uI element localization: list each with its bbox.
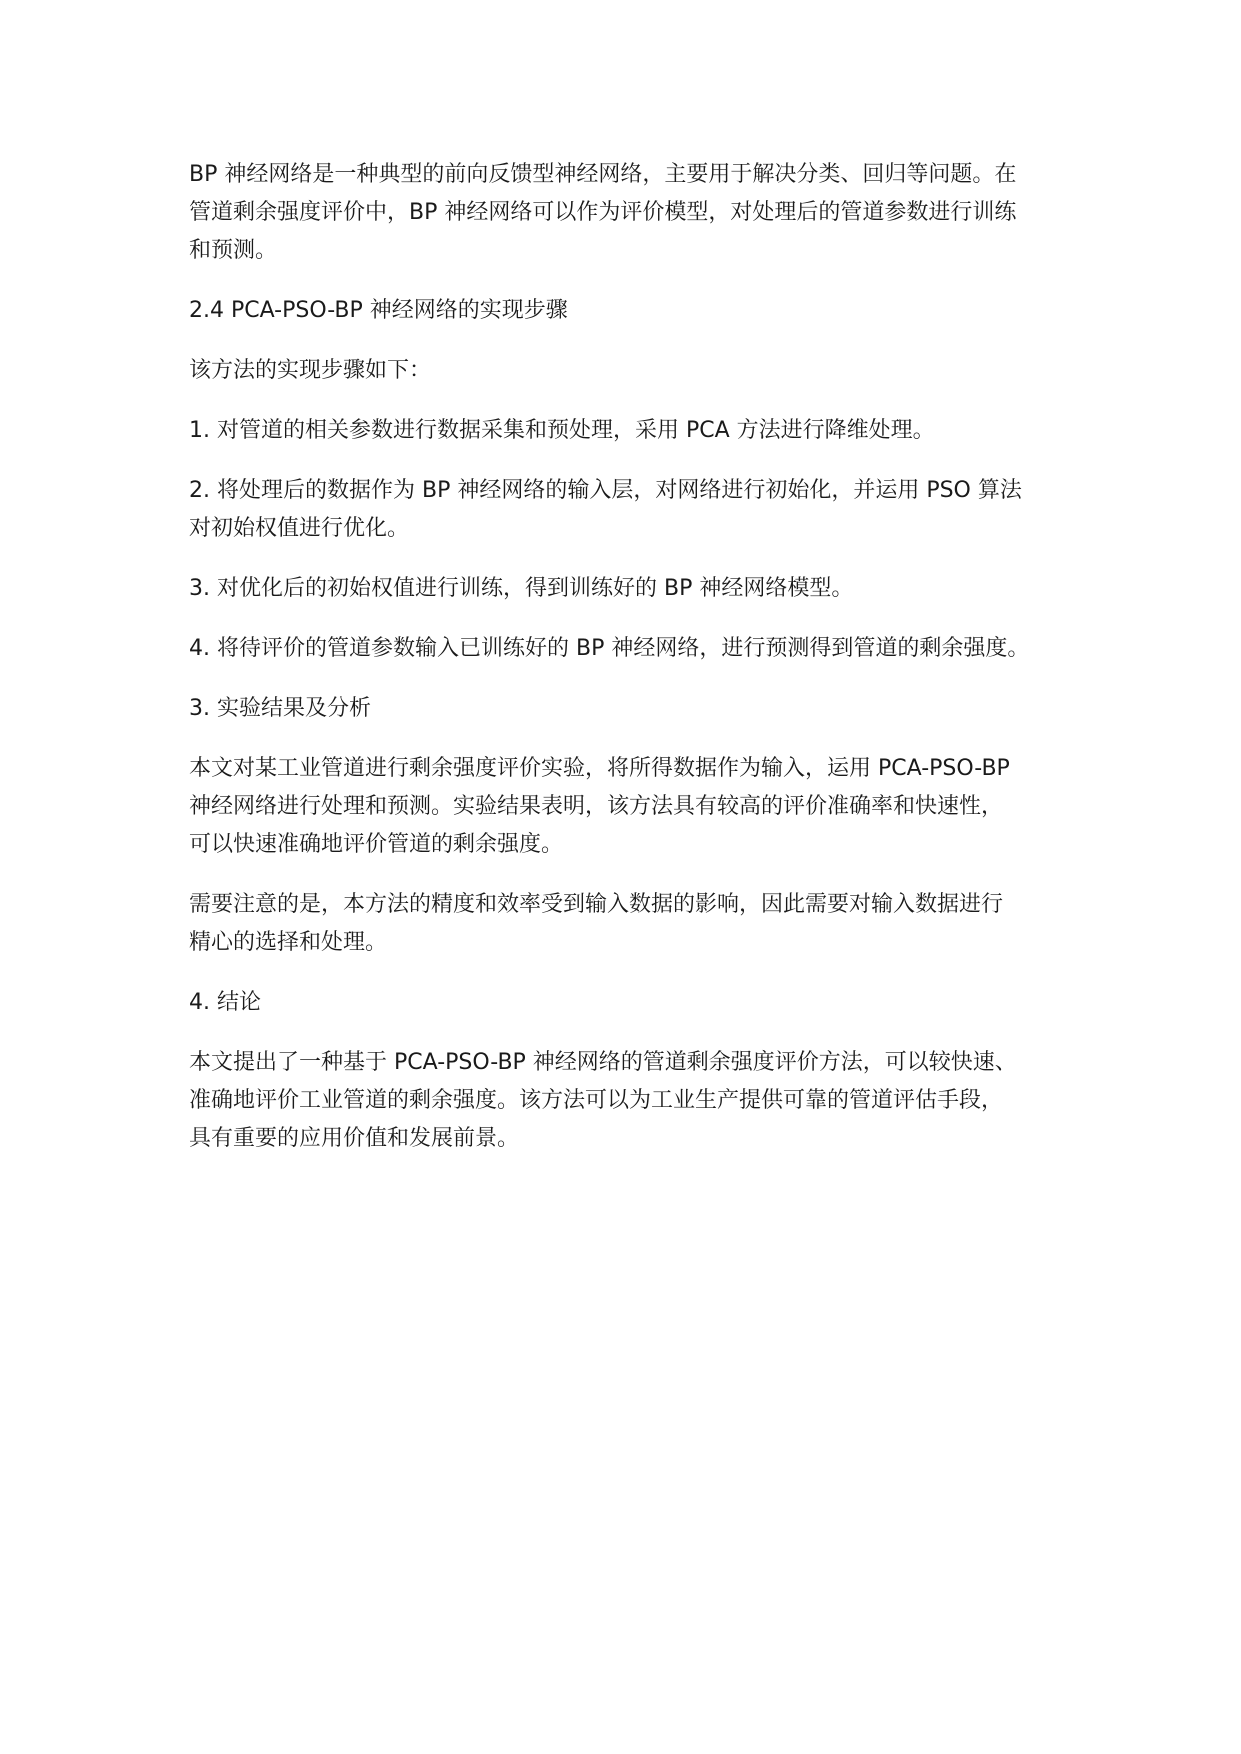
text-line: 3. 对优化后的初始权值进行训练，得到训练好的 BP 神经网络模型。	[189, 576, 854, 601]
text-line: 需要注意的是，本方法的精度和效率受到输入数据的影响，因此需要对输入数据进行	[189, 892, 1004, 917]
text-line: 4. 将待评价的管道参数输入已训练好的 BP 神经网络，进行预测得到管道的剩余强度。	[189, 636, 1030, 661]
section-heading-3	[189, 690, 1089, 728]
paragraph-results	[189, 750, 1089, 864]
text-line: 可以快速准确地评价管道的剩余强度。	[189, 832, 564, 857]
text-line: 该方法的实现步骤如下：	[189, 358, 432, 383]
document-body	[189, 156, 1089, 1180]
text-line: 准确地评价工业管道的剩余强度。该方法可以为工业生产提供可靠的管道评估手段，	[189, 1088, 1004, 1113]
paragraph-note	[189, 886, 1089, 962]
text-line: 2. 将处理后的数据作为 BP 神经网络的输入层，对网络进行初始化，并运用 PSO 算法	[189, 478, 1022, 503]
text-line: 对初始权值进行优化。	[189, 516, 410, 541]
text-line: 具有重要的应用价值和发展前景。	[189, 1126, 520, 1151]
section-heading-4	[189, 984, 1089, 1022]
text-line: 和预测。	[189, 238, 278, 263]
text-line: 2.4 PCA-PSO-BP 神经网络的实现步骤	[189, 298, 568, 323]
list-item-step-3	[189, 570, 1089, 608]
text-line: BP 神经网络是一种典型的前向反馈型神经网络，主要用于解决分类、回归等问题。在	[189, 162, 1017, 187]
list-item-step-2	[189, 472, 1089, 548]
text-line: 本文提出了一种基于 PCA-PSO-BP 神经网络的管道剩余强度评价方法，可以较快速、	[189, 1050, 1017, 1075]
text-line: 神经网络进行处理和预测。实验结果表明，该方法具有较高的评价准确率和快速性，	[189, 794, 1004, 819]
list-item-step-4	[189, 630, 1089, 668]
text-line: 精心的选择和处理。	[189, 930, 388, 955]
paragraph-conclusion	[189, 1044, 1089, 1158]
section-heading-2-4	[189, 292, 1089, 330]
paragraph-bp-intro	[189, 156, 1089, 270]
text-line: 本文对某工业管道进行剩余强度评价实验，将所得数据作为输入，运用 PCA-PSO-BP	[189, 756, 1010, 781]
paragraph-steps-intro	[189, 352, 1089, 390]
text-line: 4. 结论	[189, 990, 261, 1015]
list-item-step-1	[189, 412, 1089, 450]
text-line: 管道剩余强度评价中，BP 神经网络可以作为评价模型，对处理后的管道参数进行训练	[189, 200, 1017, 225]
text-line: 3. 实验结果及分析	[189, 696, 371, 721]
text-line: 1. 对管道的相关参数进行数据采集和预处理，采用 PCA 方法进行降维处理。	[189, 418, 935, 443]
